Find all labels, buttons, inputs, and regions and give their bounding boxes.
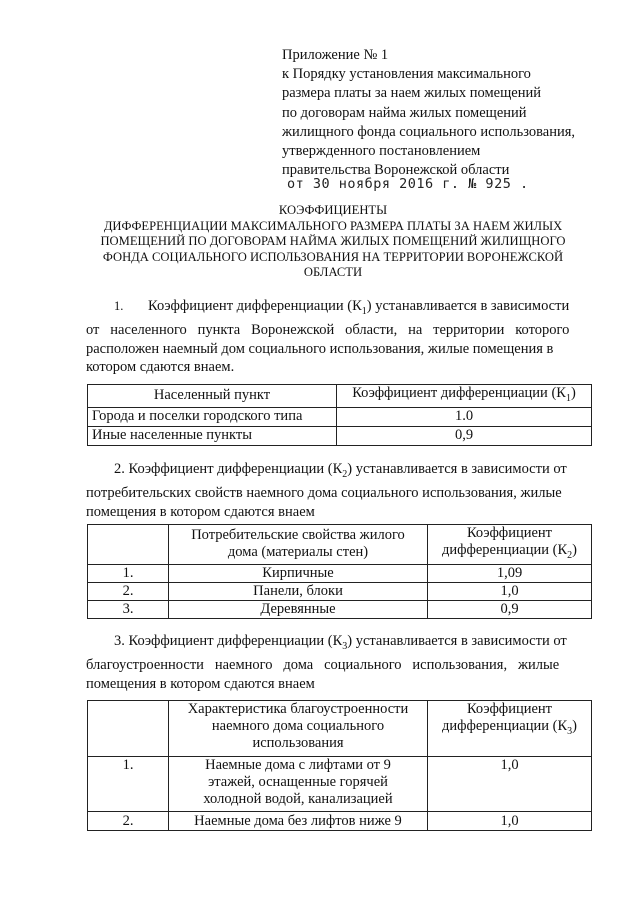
title-line: ПОМЕЩЕНИЙ ПО ДОГОВОРАМ НАЙМА ЖИЛЫХ ПОМЕЩЕНИЙ ЖИЛИЩНОГО [100, 234, 566, 248]
appendix-header [282, 46, 612, 180]
table-header: Характеристика благоустроенности наемного дома социального использования [169, 701, 428, 757]
table-row: 3. Деревянные 0,9 [88, 600, 592, 618]
appendix-line: по договорам найма жилых помещений [282, 104, 527, 121]
table-row: 2. Панели, блоки 1,0 [88, 582, 592, 600]
title-line: ФОНДА СОЦИАЛЬНОГО ИСПОЛЬЗОВАНИЯ НА ТЕРРИТОРИИ ВОРОНЕЖСКОЙ [102, 249, 564, 264]
appendix-line: к Порядку установления максимального [282, 66, 531, 83]
section-3-text: 3. Коэффициент дифференциации $(К_3)$ устанавливается в зависимости от благоустроенности наемного дома социального использования, жилые помещения в котором сдаются внаем [86, 633, 567, 692]
title-line: ДИФФЕРЕНЦИАЦИИ МАКСИМАЛЬНОГО РАЗМЕРА ПЛАТЫ ЗА НАЕМ ЖИЛЫХ [103, 218, 563, 233]
table-row: Города и поселки городского типа 1.0 [88, 407, 592, 426]
table-header: Потребительские свойства жилого дома (материалы стен) [169, 525, 428, 565]
table-wall-materials [87, 524, 592, 619]
table-header: Коэффициент дифференциации $(К_2)$ [428, 525, 592, 565]
table-row: 2. Наемные дома без лифтов ниже 9 1,0 [88, 812, 592, 831]
appendix-line: правительства Воронежской области [282, 162, 510, 179]
section-1-number: 1. [114, 299, 124, 313]
section-2-text: 2. Коэффициент дифференциации $(К_2)$ устанавливается в зависимости от потребительских свойств наемного дома социального использования, жилые помещения в котором сдаются внаем [86, 461, 567, 520]
appendix-line: утвержденного постановлением [282, 143, 481, 160]
appendix-line: размера платы за наем жилых помещений [282, 85, 541, 102]
appendix-line: жилищного фонда социального использования, [282, 123, 576, 140]
table-amenities [87, 700, 592, 831]
table-row: Иные населенные пункты 0,9 [88, 426, 592, 445]
table-settlement-coefficient [87, 384, 592, 446]
table-row: 1. Кирпичные 1,09 [88, 564, 592, 582]
table-header: Коэффициент дифференциации $(К_3)$ [428, 701, 592, 757]
appendix-line: Приложение № 1 [282, 47, 389, 63]
table-header: Населенный пункт [88, 385, 337, 408]
title-line: КОЭФФИЦИЕНТЫ [278, 203, 388, 217]
section-1-text: 1. Коэффициент дифференциации $(К_1)$ устанавливается в зависимости от населенного пункта Воронежской области, на территории которого расположен наемный дом социального использования, жилые помещения в котором сдаются внаем. [86, 298, 570, 376]
document-title [88, 203, 578, 281]
date-number-stamp: от 30 ноября 2016 г. № 925 . [287, 176, 529, 192]
title-line: ОБЛАСТИ [303, 265, 363, 279]
table-row: 1. Наемные дома с лифтами от 9 этажей, оснащенные горячей холодной водой, канализацией 1,0 [88, 757, 592, 812]
table-header: Коэффициент дифференциации $(К_1)$ [337, 385, 592, 408]
